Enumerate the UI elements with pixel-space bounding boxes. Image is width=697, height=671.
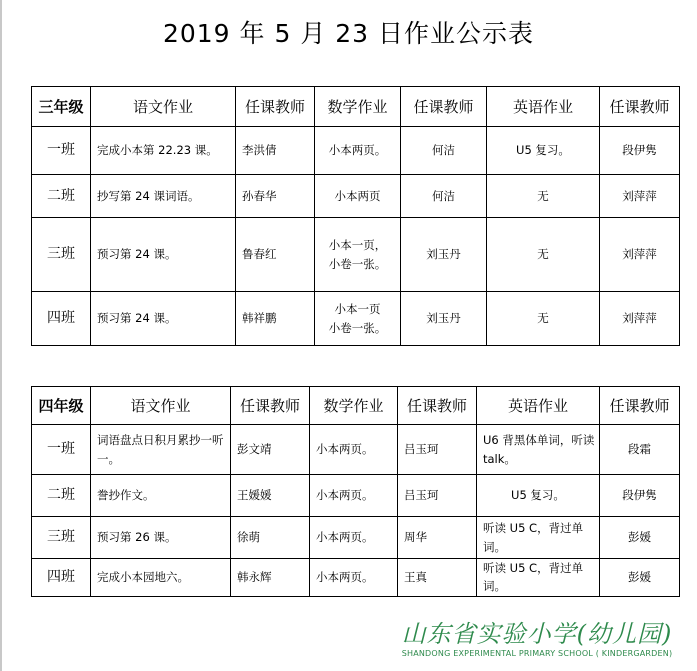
class-label: 四班 — [32, 559, 91, 597]
math-homework — [315, 127, 401, 175]
chinese-homework: 预习第 26 课。 — [91, 517, 231, 559]
page-title: 2019 年 5 月 23 日作业公示表 — [162, 19, 535, 48]
math-homework — [315, 175, 401, 218]
table-row — [32, 425, 680, 475]
math-line: 小本两页。 — [316, 442, 374, 457]
school-logo-english: SHANDONG EXPERIMENTAL PRIMARY SCHOOL ( KINDERGARDEN) — [401, 649, 673, 658]
math-homework — [315, 292, 401, 346]
chinese-homework: 预习第 24 课。 — [91, 292, 236, 346]
class-label: 三班 — [32, 218, 91, 292]
chinese-teacher: 李洪倩 — [236, 127, 315, 175]
math-line: 小卷一张。 — [328, 256, 387, 271]
header-teacher: 任课教师 — [401, 87, 487, 127]
math-line: 小本两页。 — [328, 143, 387, 158]
english-line: U5 复习。 — [511, 488, 565, 503]
header-english: 英语作业 — [487, 87, 600, 127]
header-teacher: 任课教师 — [600, 387, 680, 425]
class-label: 二班 — [32, 475, 91, 517]
math-homework — [310, 559, 398, 597]
table-header-row — [32, 87, 680, 127]
chinese-homework: 完成小本第 22.23 课。 — [91, 127, 236, 175]
math-line: 小本一页， — [328, 238, 387, 253]
english-teacher: 段伊隽 — [600, 475, 680, 517]
english-homework — [487, 292, 600, 346]
header-math: 数学作业 — [310, 387, 398, 425]
english-teacher: 段霜 — [600, 425, 680, 475]
math-teacher: 刘玉丹 — [401, 292, 487, 346]
english-line: 无 — [537, 247, 549, 262]
chinese-teacher: 韩祥鹏 — [236, 292, 315, 346]
grade4-table — [31, 386, 680, 597]
math-teacher: 刘玉丹 — [401, 218, 487, 292]
header-english: 英语作业 — [477, 387, 600, 425]
chinese-homework: 预习第 24 课。 — [91, 218, 236, 292]
grade3-table — [31, 86, 680, 346]
english-line: U5 复习。 — [516, 143, 570, 158]
math-teacher: 周华 — [398, 517, 477, 559]
english-line: 听读 U5 C，背过单词。 — [483, 561, 584, 594]
math-homework — [310, 425, 398, 475]
table-row — [32, 292, 680, 346]
english-teacher: 彭媛 — [600, 559, 680, 597]
math-line: 小本两页。 — [316, 570, 374, 585]
chinese-teacher: 王媛媛 — [231, 475, 310, 517]
header-chinese: 语文作业 — [91, 387, 231, 425]
school-logo-chinese: 山东省实验小学(幼儿园) — [401, 620, 673, 648]
class-label: 一班 — [32, 127, 91, 175]
english-teacher: 刘萍萍 — [600, 175, 680, 218]
math-line: 小本两页。 — [316, 530, 374, 545]
english-homework — [477, 475, 600, 517]
math-homework — [310, 517, 398, 559]
table-row — [32, 175, 680, 218]
header-teacher: 任课教师 — [231, 387, 310, 425]
english-homework — [477, 517, 600, 559]
english-line: 无 — [537, 311, 549, 326]
chinese-teacher: 彭文靖 — [231, 425, 310, 475]
english-teacher: 刘萍萍 — [600, 292, 680, 346]
header-teacher: 任课教师 — [398, 387, 477, 425]
class-label: 三班 — [32, 517, 91, 559]
chinese-teacher: 徐萌 — [231, 517, 310, 559]
school-logo — [387, 620, 687, 660]
english-homework — [477, 559, 600, 597]
english-line: 听读 U5 C，背过单词。 — [483, 521, 584, 554]
table-row — [32, 559, 680, 597]
grade-label: 四年级 — [32, 387, 91, 425]
english-teacher: 刘萍萍 — [600, 218, 680, 292]
english-teacher: 段伊隽 — [600, 127, 680, 175]
chinese-teacher: 孙春华 — [236, 175, 315, 218]
math-line: 小本一页 — [334, 302, 381, 317]
grade-label: 三年级 — [32, 87, 91, 127]
math-line: 小本两页 — [334, 188, 381, 203]
class-label: 二班 — [32, 175, 91, 218]
table-row — [32, 127, 680, 175]
math-teacher: 吕玉珂 — [398, 425, 477, 475]
english-line: 无 — [537, 188, 549, 203]
table-header-row — [32, 387, 680, 425]
math-teacher: 何洁 — [401, 175, 487, 218]
math-homework — [310, 475, 398, 517]
chinese-teacher: 韩永辉 — [231, 559, 310, 597]
chinese-homework: 词语盘点日积月累抄一听一。 — [91, 425, 231, 475]
chinese-homework: 完成小本园地六。 — [91, 559, 231, 597]
class-label: 一班 — [32, 425, 91, 475]
english-homework — [477, 425, 600, 475]
table-row — [32, 475, 680, 517]
math-line: 小本两页。 — [316, 488, 374, 503]
header-chinese: 语文作业 — [91, 87, 236, 127]
class-label: 四班 — [32, 292, 91, 346]
math-teacher: 吕玉珂 — [398, 475, 477, 517]
english-teacher: 彭媛 — [600, 517, 680, 559]
english-homework — [487, 218, 600, 292]
math-homework — [315, 218, 401, 292]
english-homework — [487, 175, 600, 218]
chinese-homework: 抄写第 24 课词语。 — [91, 175, 236, 218]
header-teacher: 任课教师 — [236, 87, 315, 127]
page-left-border — [0, 0, 2, 671]
english-homework — [487, 127, 600, 175]
english-line: U6 背黑体单词，听读 talk。 — [483, 433, 595, 466]
math-teacher: 何洁 — [401, 127, 487, 175]
table-row — [32, 517, 680, 559]
chinese-teacher: 鲁春红 — [236, 218, 315, 292]
header-math: 数学作业 — [315, 87, 401, 127]
math-line: 小卷一张。 — [328, 320, 387, 335]
chinese-homework: 誊抄作文。 — [91, 475, 231, 517]
header-teacher: 任课教师 — [600, 87, 680, 127]
table-row — [32, 218, 680, 292]
math-teacher: 王真 — [398, 559, 477, 597]
